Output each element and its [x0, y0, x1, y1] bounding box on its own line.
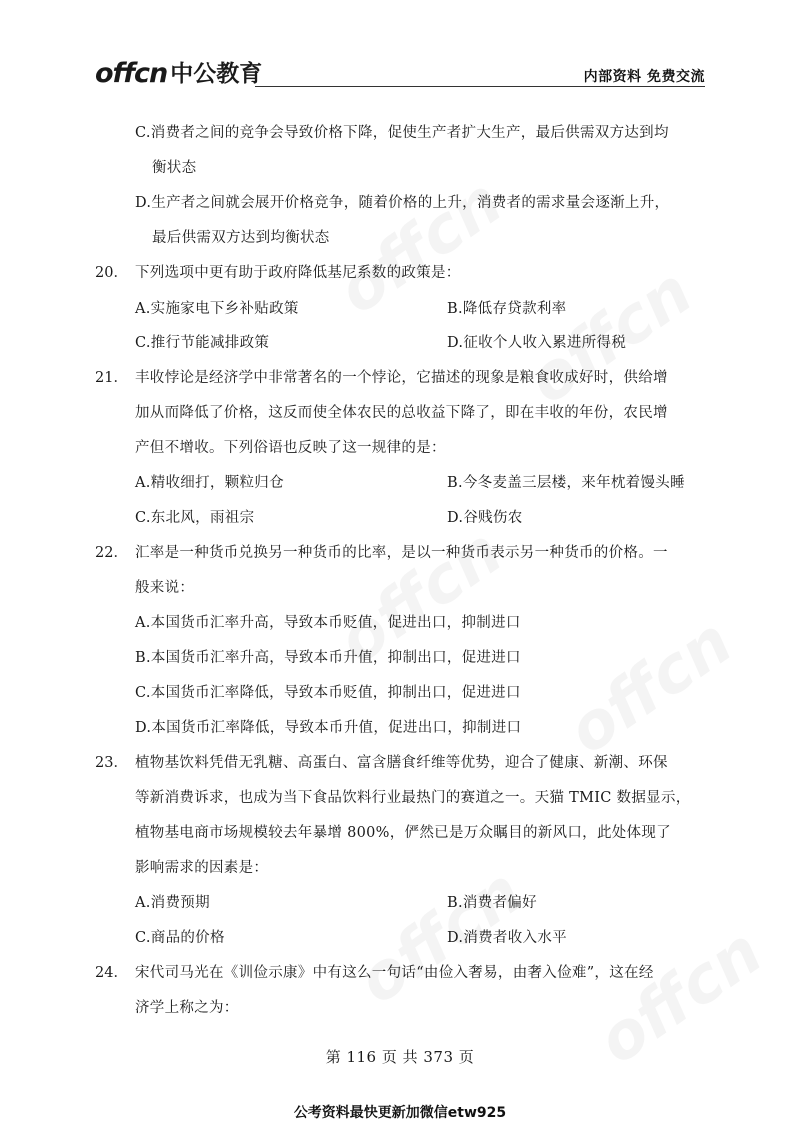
option-b: B.本国货币汇率升高，导致本币升值，抑制出口，促进进口 [135, 650, 521, 666]
question-stem: 丰收悖论是经济学中非常著名的一个悖论，它描述的现象是粮食收成好时，供给增 [135, 370, 668, 386]
option-a: A.实施家电下乡补贴政策 [135, 301, 299, 317]
prev-option-d: D.生产者之间就会展开价格竞争，随着价格的上升，消费者的需求量会逐渐上升， [135, 195, 670, 211]
question-stem-cont: 般来说： [135, 580, 195, 596]
question-stem: 汇率是一种货币兑换另一种货币的比率，是以一种货币表示另一种货币的价格。一 [135, 545, 668, 561]
watermark-offcn-logo [555, 605, 746, 769]
option-c: C.商品的价格 [135, 930, 225, 946]
option-d: D.本国货币汇率降低，导致本币升值，促进出口，抑制进口 [135, 720, 522, 736]
question-stem-cont: 济学上称之为： [135, 1000, 239, 1016]
offcn-logo [95, 58, 262, 88]
option-b: B.消费者偏好 [447, 895, 537, 911]
question-stem-cont: 产但不增收。下列俗语也反映了这一规律的是： [135, 440, 446, 456]
question-stem-cont: 加从而降低了价格，这反而使全体农民的总收益下降了，即在丰收的年份，农民增 [135, 405, 668, 421]
logo-mark: offcn [95, 58, 168, 89]
question-stem: 下列选项中更有助于政府降低基尼系数的政策是： [135, 265, 461, 281]
prev-option-c-cont: 衡状态 [152, 160, 197, 176]
option-d: D.征收个人收入累进所得税 [447, 335, 627, 351]
question-stem-cont: 等新消费诉求，也成为当下食品饮料行业最热门的赛道之一。天猫 TMIC 数据显示， [135, 790, 691, 806]
question-number: 24． [95, 965, 128, 981]
option-d: D.谷贱伤农 [447, 510, 523, 526]
footer-note: 公考资料最快更新加微信etw925 [293, 1105, 507, 1121]
option-c: C.本国货币汇率降低，导致本币贬值，抑制出口，促进进口 [135, 685, 521, 701]
option-a: A.本国货币汇率升高，导致本币贬值，促进出口，抑制进口 [135, 615, 521, 631]
question-number: 22． [95, 545, 128, 561]
option-a: A.精收细打，颗粒归仓 [135, 475, 284, 491]
question-stem: 植物基饮料凭借无乳糖、高蛋白、富含膳食纤维等优势，迎合了健康、新潮、环保 [135, 755, 668, 771]
question-number: 20． [95, 265, 128, 281]
question-number: 23． [95, 755, 128, 771]
question-stem-cont: 影响需求的因素是： [135, 860, 269, 876]
option-d: D.消费者收入水平 [447, 930, 567, 946]
question-stem: 宋代司马光在《训俭示康》中有这么一句话“由俭入奢易，由奢入俭难”，这在经 [135, 965, 654, 981]
option-c: C.推行节能减排政策 [135, 335, 270, 351]
option-a: A.消费预期 [135, 895, 210, 911]
logo-name: 中公教育 [170, 61, 263, 87]
question-number: 21． [95, 370, 128, 386]
page-number: 第 116 页 共 373 页 [325, 1048, 475, 1066]
prev-option-c: C.消费者之间的竞争会导致价格下降，促使生产者扩大生产，最后供需双方达到均 [135, 125, 669, 141]
header-rule [255, 86, 705, 87]
option-c: C.东北风，雨祖宗 [135, 510, 255, 526]
header-tag: 内部资料 免费交流 [583, 69, 705, 85]
question-stem-cont: 植物基电商市场规模较去年暴增 800%，俨然已是万众瞩目的新风口，此处体现了 [135, 825, 671, 841]
page-header [95, 58, 705, 88]
option-b: B.今冬麦盖三层楼，来年枕着馒头睡 [447, 475, 685, 491]
option-b: B.降低存贷款利率 [447, 301, 567, 317]
prev-option-d-cont: 最后供需双方达到均衡状态 [152, 230, 330, 246]
